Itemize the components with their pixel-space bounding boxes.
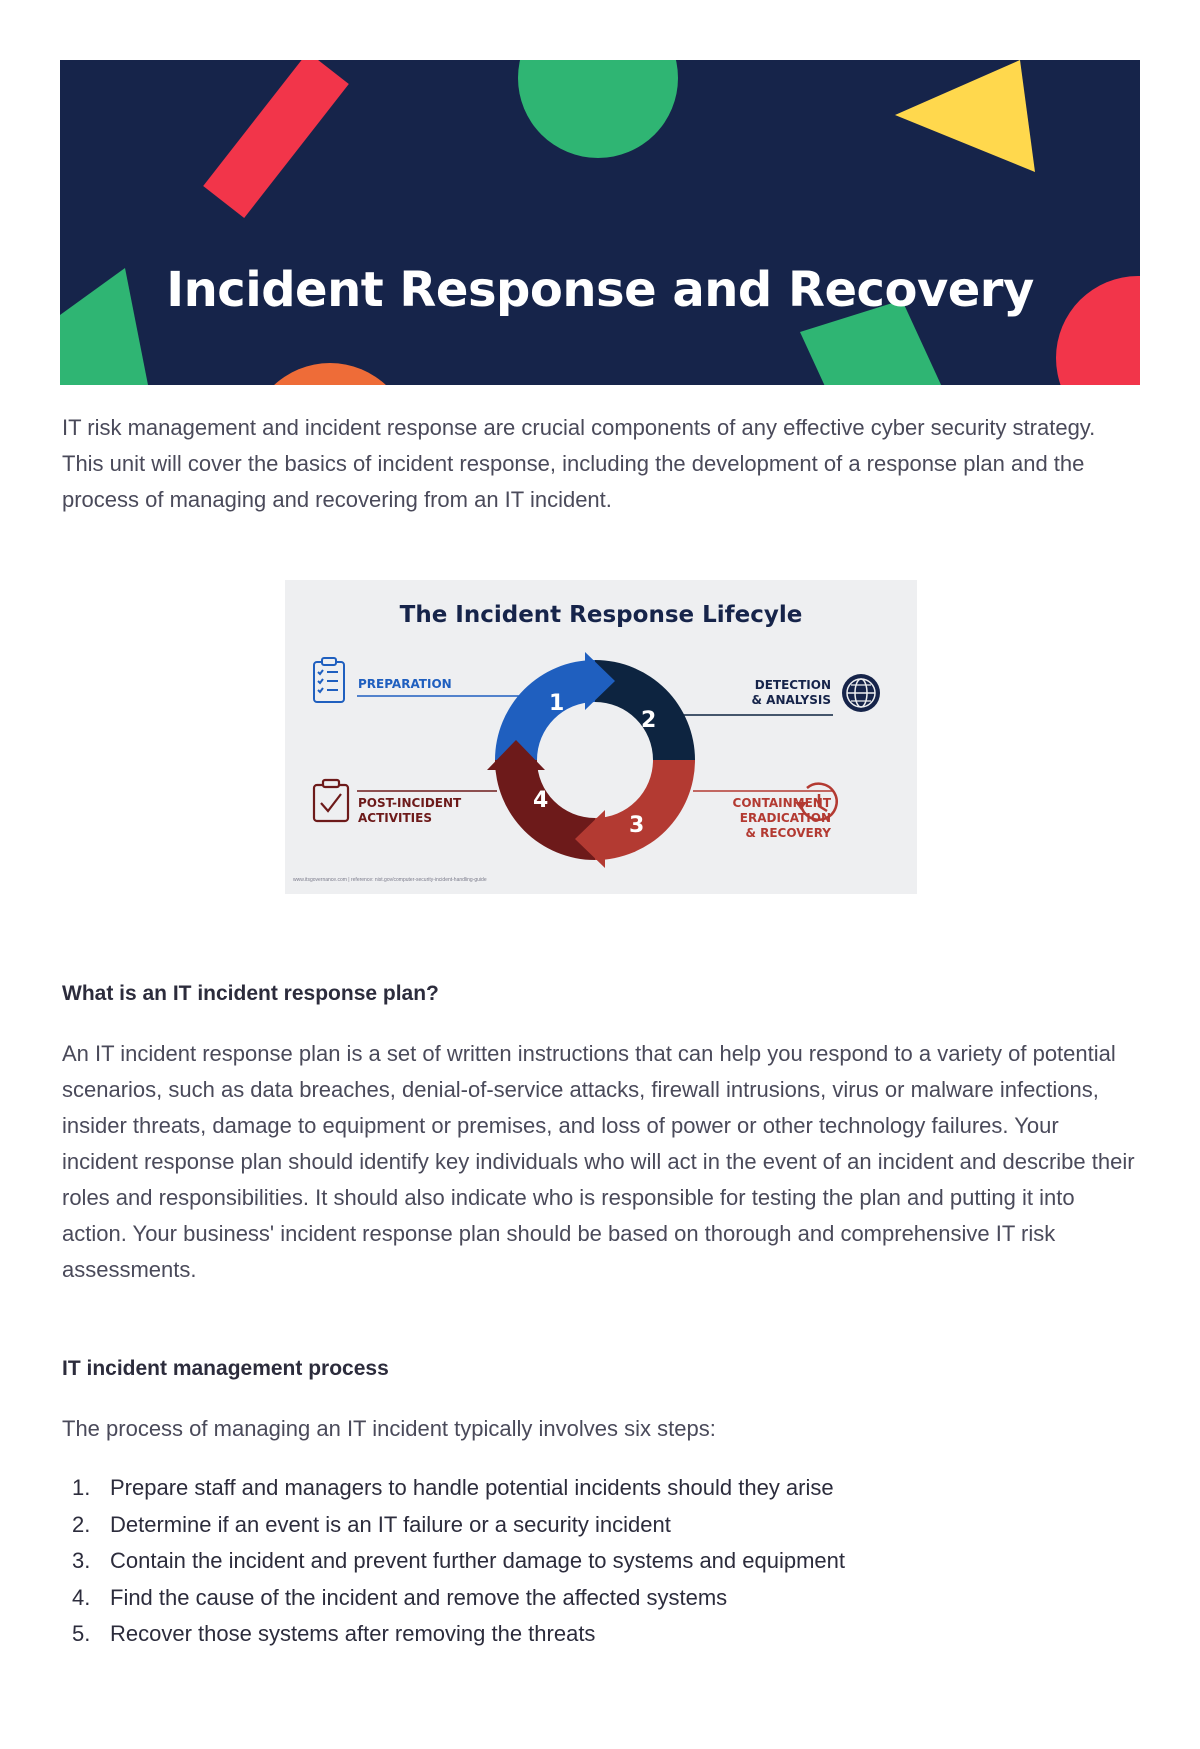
list-item — [62, 1507, 845, 1544]
list-item-number: 2. — [72, 1511, 91, 1537]
ring-number-3: 3 — [629, 813, 645, 838]
orange-circle-shape — [248, 363, 412, 385]
hero-banner — [60, 60, 1140, 385]
lifecycle-diagram — [285, 580, 917, 894]
ring-number-1: 1 — [549, 691, 565, 716]
plan-paragraph: An IT incident response plan is a set of written instructions that can help you respond to a variety of potential scenarios, such as data breaches, denial-of-service attacks, firewall intrusions, virus or malware infections, insider threats, damage to equipment or premises, and loss of power or other technology failures. Your incident response plan should identify key individuals who will act in the event of an incident and describe their roles and responsibilities. It should also indicate who is responsible for testing the plan and putting it into action. Your business' incident response plan should be based on thorough and comprehensive IT risk assessments. — [62, 1041, 1135, 1282]
ring-number-4: 4 — [533, 788, 549, 813]
clipboard-check-icon — [314, 780, 348, 821]
section-heading-plan: What is an IT incident response plan? — [62, 982, 439, 1005]
page-title: Incident Response and Recovery — [166, 262, 1034, 318]
list-item-text: Find the cause of the incident and remove the affected systems — [110, 1584, 728, 1610]
list-item-text: Contain the incident and prevent further damage to systems and equipment — [110, 1548, 846, 1573]
list-item — [62, 1470, 845, 1507]
list-item — [62, 1580, 845, 1617]
phase-label-post-incident: POST-INCIDENT ACTIVITIES — [358, 796, 462, 825]
phase-label-detection: DETECTION & ANALYSIS — [751, 678, 831, 707]
list-item-number: 5. — [72, 1621, 91, 1646]
ring-segment-1 — [495, 660, 595, 760]
list-item-number: 3. — [72, 1548, 91, 1573]
list-item-text: Recover those systems after removing the threats — [110, 1621, 596, 1646]
yellow-triangle-shape — [895, 60, 1035, 172]
process-steps-list — [62, 1470, 845, 1653]
process-intro-paragraph: The process of managing an IT incident typically involves six steps: — [62, 1416, 716, 1441]
list-item-number: 4. — [72, 1584, 91, 1610]
lifecycle-figure — [285, 580, 917, 894]
list-item-text: Prepare staff and managers to handle potential incidents should they arise — [110, 1475, 834, 1500]
phase-label-containment: CONTAINMENT ERADICATION & RECOVERY — [732, 796, 831, 840]
intro-paragraph: IT risk management and incident response are crucial components of any effective cyber security strategy. This unit will cover the basics of incident response, including the development of a response plan and the process of managing and recovering from an IT incident. — [62, 415, 1096, 512]
red-bar-shape — [203, 60, 349, 218]
list-item-number: 1. — [72, 1475, 91, 1500]
list-item — [62, 1543, 845, 1580]
globe-icon — [842, 674, 880, 712]
clipboard-checklist-icon — [314, 658, 344, 702]
ring-segment-3 — [595, 760, 695, 860]
list-item — [62, 1616, 845, 1653]
green-circle-shape — [518, 60, 678, 158]
figure-source-caption: www.itsgovernance.com | reference: nist.gov/computer-security-incident-handling-guide — [293, 877, 487, 883]
section-heading-process: IT incident management process — [62, 1357, 389, 1380]
banner-decorative-shapes — [60, 60, 1140, 385]
ring-number-2: 2 — [641, 708, 657, 733]
phase-label-preparation: PREPARATION — [358, 677, 452, 691]
figure-title: The Incident Response Lifecyle — [399, 602, 803, 628]
list-item-text: Determine if an event is an IT failure or a security incident — [110, 1511, 671, 1537]
